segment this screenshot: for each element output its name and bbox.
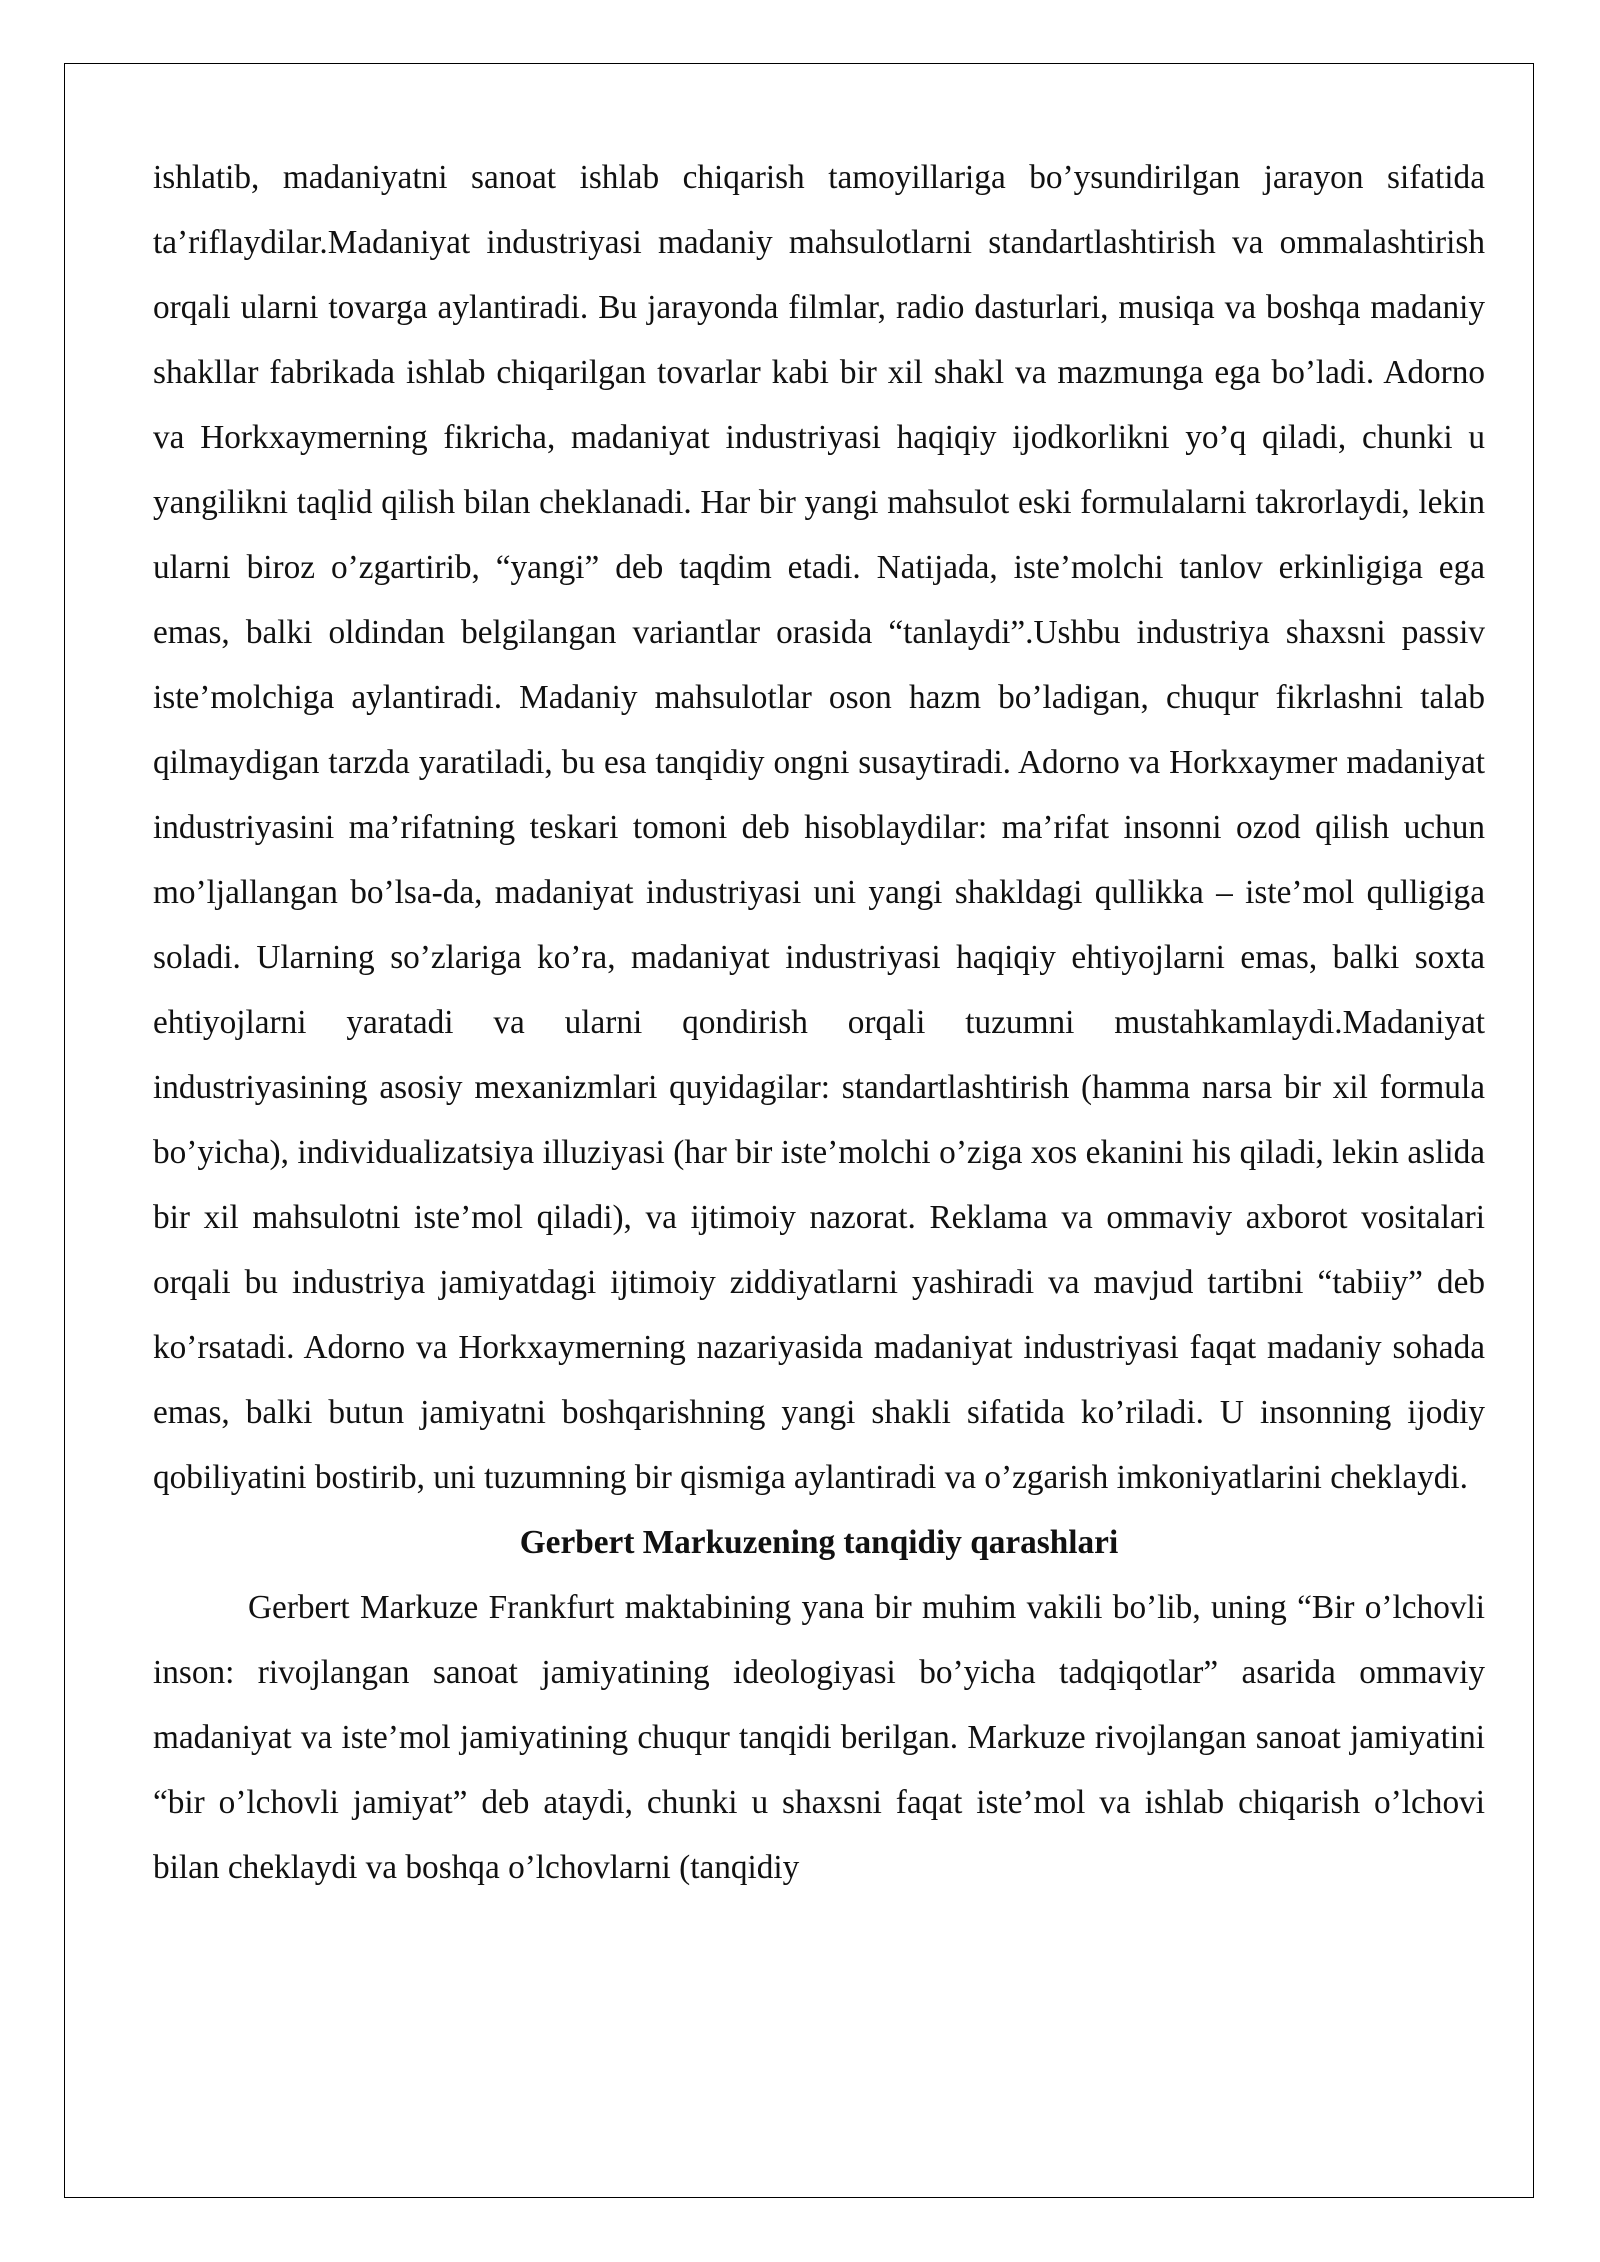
section-heading: Gerbert Markuzening tanqidiy qarashlari xyxy=(519,1524,1119,1561)
section-paragraph: Gerbert Markuze Frankfurt maktabining yana bir muhim vakili bo’lib, uning “Bir o’lchovli inson: rivojlangan sanoat jamiyatining ideologiyasi bo’yicha tadqiqotlar” asarida ommaviy madaniyat va iste’mol jamiyatining chuqur tanqidi berilgan. Markuze rivojlangan sanoat jamiyatini “bir o’lchovli jamiyat” deb ataydi, chunki u shaxsni faqat iste’mol va ishlab chiqarish o’lchovi bilan cheklaydi va boshqa o’lchovlarni (tanqidiy xyxy=(153,1589,1485,1886)
body-paragraph: ishlatib, madaniyatni sanoat ishlab chiqarish tamoyillariga bo’ysundirilgan jarayon sifatida ta’riflaydilar.Madaniyat industriyasi madaniy mahsulotlarni standartlashtirish va ommalashtirish orqali ularni tovarga aylantiradi. Bu jarayonda filmlar, radio dasturlari, musiqa va boshqa madaniy shakllar fabrikada ishlab chiqarilgan tovarlar kabi bir xil shakl va mazmunga ega bo’ladi. Adorno va Horkxaymerning fikricha, madaniyat industriyasi haqiqiy ijodkorlikni yo’q qiladi, chunki u yangilikni taqlid qilish bilan cheklanadi. Har bir yangi mahsulot eski formulalarni takrorlaydi, lekin ularni biroz o’zgartirib, “yangi” deb taqdim etadi. Natijada, iste’molchi tanlov erkinligiga ega emas, balki oldindan belgilangan variantlar orasida “tanlaydi”.Ushbu industriya shaxsni passiv iste’molchiga aylantiradi. Madaniy mahsulotlar oson hazm bo’ladigan, chuqur fikrlashni talab qilmaydigan tarzda yaratiladi, bu esa tanqidiy ongni susaytiradi. Adorno va Horkxaymer madaniyat industriyasini ma’rifatning teskari tomoni deb hisoblaydilar: ma’rifat insonni ozod qilish uchun mo’ljallangan bo’lsa-da, madaniyat industriyasi uni yangi shakldagi qullikka – iste’mol qulligiga soladi. Ularning so’zlariga ko’ra, madaniyat industriyasi haqiqiy ehtiyojlarni emas, balki soxta ehtiyojlarni yaratadi va ularni qondirish orqali tuzumni mustahkamlaydi.Madaniyat industriyasining asosiy mexanizmlari quyidagilar: standartlashtirish (hamma narsa bir xil formula bo’yicha), individualizatsiya illuziyasi (har bir iste’molchi o’ziga xos ekanini his qiladi, lekin aslida bir xil mahsulotni iste’mol qiladi), va ijtimoiy nazorat. Reklama va ommaviy axborot vositalari orqali bu industriya jamiyatdagi ijtimoiy ziddiyatlarni yashiradi va mavjud tartibni “tabiiy” deb ko’rsatadi. Adorno va Horkxaymerning nazariyasida madaniyat industriyasi faqat madaniy sohada emas, balki butun jamiyatni boshqarishning yangi shakli sifatida ko’riladi. U insonning ijodiy qobiliyatini bostirib, uni tuzumning bir qismiga aylantiradi va o’zgarish imkoniyatlarini cheklaydi. xyxy=(153,159,1485,1496)
document-body xyxy=(153,145,1485,1900)
